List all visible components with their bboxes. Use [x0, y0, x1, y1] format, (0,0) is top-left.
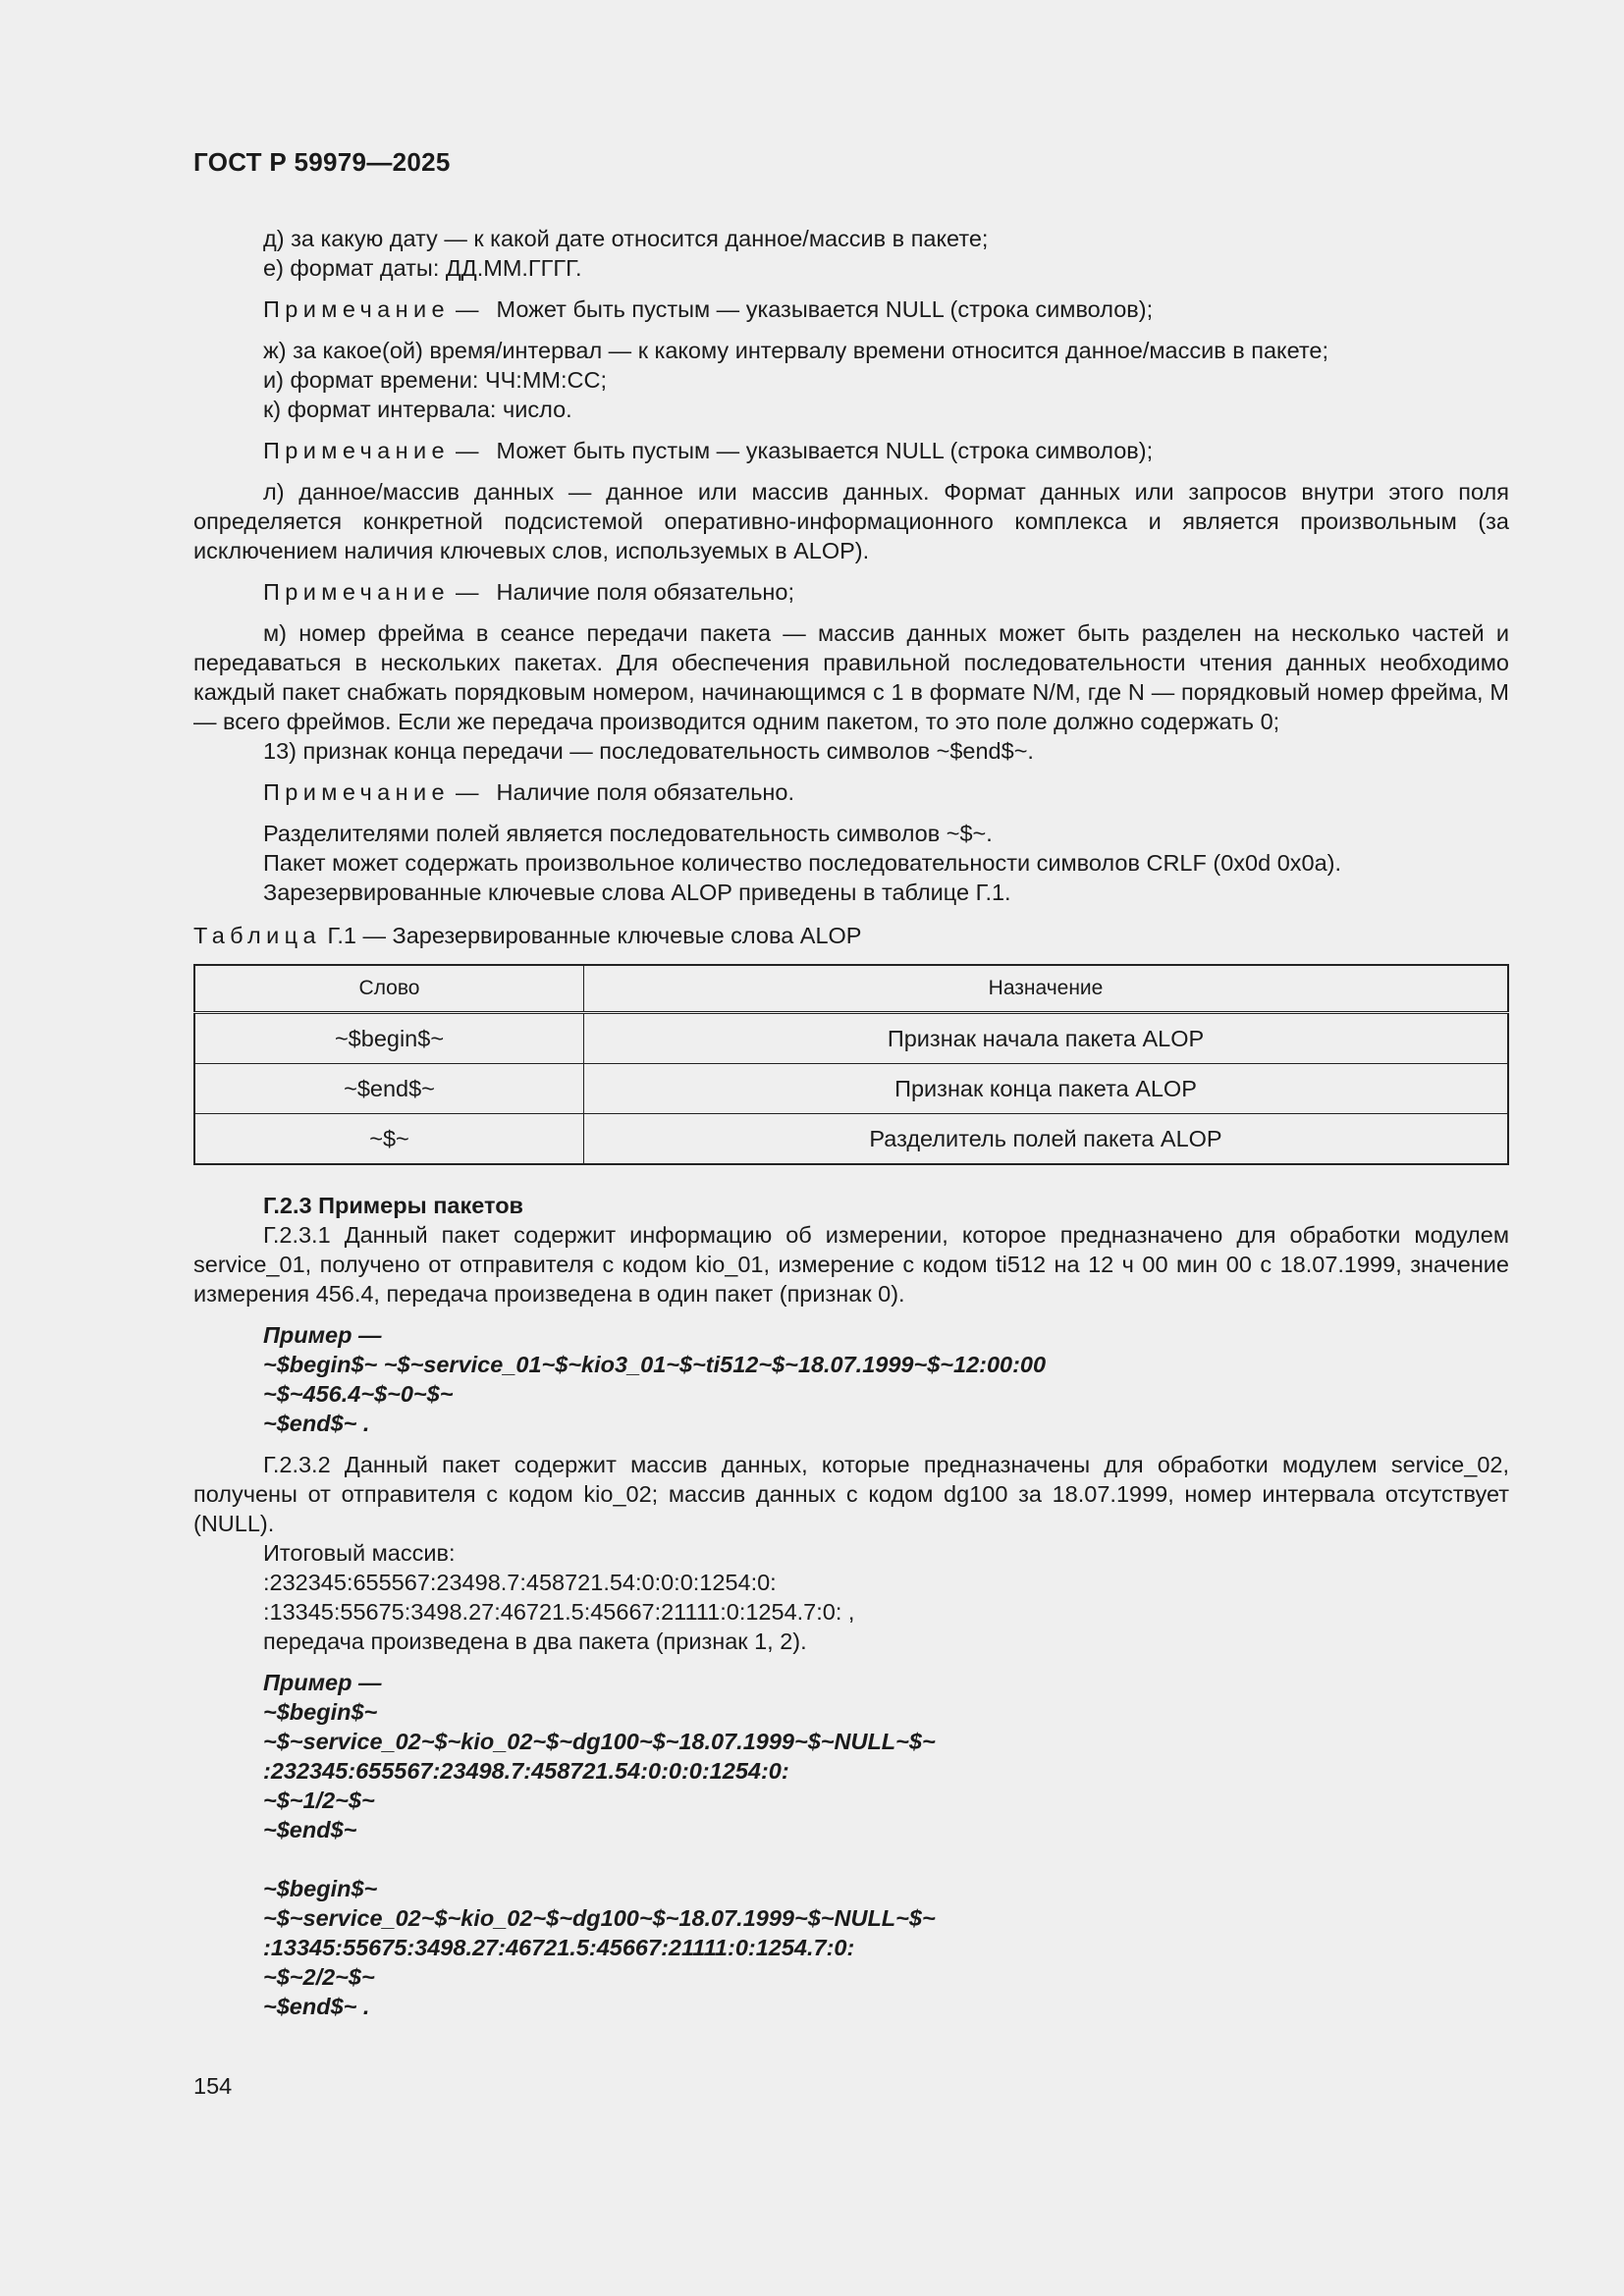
- table-row: [194, 1064, 1508, 1114]
- note-2: [193, 436, 1509, 465]
- note-dash: —: [456, 779, 479, 805]
- item-i: и) формат времени: ЧЧ:ММ:СС;: [263, 367, 607, 393]
- code-line: ~$end$~ .: [263, 1994, 370, 2019]
- code-spacer: [193, 1844, 1509, 1874]
- cell-purpose: Разделитель полей пакета ALOP: [584, 1114, 1509, 1165]
- item-k: к) формат интервала: число.: [263, 397, 572, 422]
- cell-purpose: Признак конца пакета ALOP: [584, 1064, 1509, 1114]
- note-text: Наличие поля обязательно.: [496, 779, 795, 805]
- table-caption: [193, 921, 1509, 950]
- code-line: Пример —: [263, 1322, 382, 1348]
- code-line: ~$end$~: [263, 1817, 357, 1842]
- note-text: Наличие поля обязательно;: [496, 579, 795, 605]
- code-line: ~$~service_02~$~kio_02~$~dg100~$~18.07.1999~$~NULL~$~: [263, 1729, 936, 1754]
- note-text: Может быть пустым — указывается NULL (строка символов);: [496, 296, 1154, 322]
- document-header: ГОСТ Р 59979—2025: [193, 147, 451, 177]
- note-dash: —: [456, 438, 479, 463]
- note-3: [193, 577, 1509, 607]
- note-text: Может быть пустым — указывается NULL (строка символов);: [496, 438, 1154, 463]
- note-label: Примечание: [263, 579, 451, 605]
- cell-word: ~$~: [194, 1114, 584, 1165]
- separator-text-1: Разделителями полей является последовательность символов ~$~.: [263, 821, 993, 846]
- code-line: ~$begin$~ ~$~service_01~$~kio3_01~$~ti512~$~18.07.1999~$~12:00:00: [263, 1352, 1047, 1377]
- item-l: л) данное/массив данных — данное или массив данных. Формат данных или запросов внутри этого поля определяется конкретной подсистемой оперативно-информационного комплекса и является произвольным (за исключением наличия ключевых слов, используемых в ALOP).: [193, 479, 1509, 563]
- item-e: е) формат даты: ДД.ММ.ГГГГ.: [263, 255, 582, 281]
- code-line: ~$end$~ .: [263, 1411, 370, 1436]
- code-line: Пример —: [263, 1670, 382, 1695]
- cell-word: ~$end$~: [194, 1064, 584, 1114]
- note-1: [193, 294, 1509, 324]
- item-d: д) за какую дату — к какой дате относится данное/массив в пакете;: [263, 226, 989, 251]
- example-2-description: Г.2.3.2 Данный пакет содержит массив данных, которые предназначены для обработки модулем service_02, получены от отправителя с кодом kio_02; массив данных с кодом dg100 за 18.07.1999, номер интервала отсутствует (NULL).: [193, 1452, 1509, 1536]
- result-line: :13345:55675:3498.27:46721.5:45667:21111:0:1254.7:0: ,: [263, 1599, 855, 1625]
- table-caption-text: Г.1 — Зарезервированные ключевые слова ALOP: [327, 923, 862, 948]
- cell-purpose: Признак начала пакета ALOP: [584, 1013, 1509, 1064]
- table-row: [194, 1114, 1508, 1165]
- col-header-word: Слово: [194, 965, 584, 1013]
- example-1-description: Г.2.3.1 Данный пакет содержит информацию об измерении, которое предназначено для обработки модулем service_01, получено от отправителя с кодом kio_01, измерение с кодом ti512 на 12 ч 00 мин 00 с 18.07.1999, значение измерения 456.4, передача произведена в один пакет (признак 0).: [193, 1222, 1509, 1307]
- result-line: :232345:655567:23498.7:458721.54:0:0:0:1254:0:: [263, 1570, 777, 1595]
- code-line: ~$begin$~: [263, 1699, 378, 1725]
- item-m: м) номер фрейма в сеансе передачи пакета — массив данных может быть разделен на несколько частей и передаваться в нескольких пакетах. Для обеспечения правильной последовательности чтения данных необходимо каждый пакет снабжать порядковым номером, начинающимся с 1 в формате N/M, где N — порядковый номер фрейма, M — всего фреймов. Если же передача производится одним пакетом, то это поле должно содержать 0;: [193, 620, 1509, 734]
- code-line: ~$~456.4~$~0~$~: [263, 1381, 454, 1407]
- code-line: :13345:55675:3498.27:46721.5:45667:21111:0:1254.7:0:: [263, 1935, 855, 1960]
- code-line: ~$~1/2~$~: [263, 1788, 375, 1813]
- note-label: Примечание: [263, 438, 451, 463]
- table-caption-label: Таблица: [193, 923, 321, 948]
- separator-text-2: Пакет может содержать произвольное количество последовательности символов CRLF (0x0d 0x0a).: [263, 850, 1342, 876]
- col-header-purpose: Назначение: [584, 965, 1509, 1013]
- example-2-code: [193, 1668, 1509, 2021]
- keywords-table: [193, 964, 1509, 1165]
- page-number: 154: [193, 2073, 233, 2099]
- table-header-row: [194, 965, 1508, 1013]
- result-line: передача произведена в два пакета (признак 1, 2).: [263, 1629, 807, 1654]
- table-row: [194, 1013, 1508, 1064]
- item-zh: ж) за какое(ой) время/интервал — к какому интервалу времени относится данное/массив в пакете;: [263, 338, 1328, 363]
- result-line: Итоговый массив:: [263, 1540, 456, 1566]
- code-line: :232345:655567:23498.7:458721.54:0:0:0:1254:0:: [263, 1758, 789, 1784]
- note-label: Примечание: [263, 296, 451, 322]
- note-label: Примечание: [263, 779, 451, 805]
- page-content: [193, 224, 1509, 2021]
- cell-word: ~$begin$~: [194, 1013, 584, 1064]
- code-line: ~$~2/2~$~: [263, 1964, 375, 1990]
- item-13: 13) признак конца передачи — последовательность символов ~$end$~.: [263, 738, 1034, 764]
- section-heading: Г.2.3 Примеры пакетов: [263, 1193, 523, 1218]
- code-line: ~$~service_02~$~kio_02~$~dg100~$~18.07.1999~$~NULL~$~: [263, 1905, 936, 1931]
- separator-text-3: Зарезервированные ключевые слова ALOP приведены в таблице Г.1.: [263, 880, 1011, 905]
- note-dash: —: [456, 579, 479, 605]
- note-dash: —: [456, 296, 479, 322]
- example-1-code: [193, 1320, 1509, 1438]
- note-4: [193, 777, 1509, 807]
- code-line: ~$begin$~: [263, 1876, 378, 1901]
